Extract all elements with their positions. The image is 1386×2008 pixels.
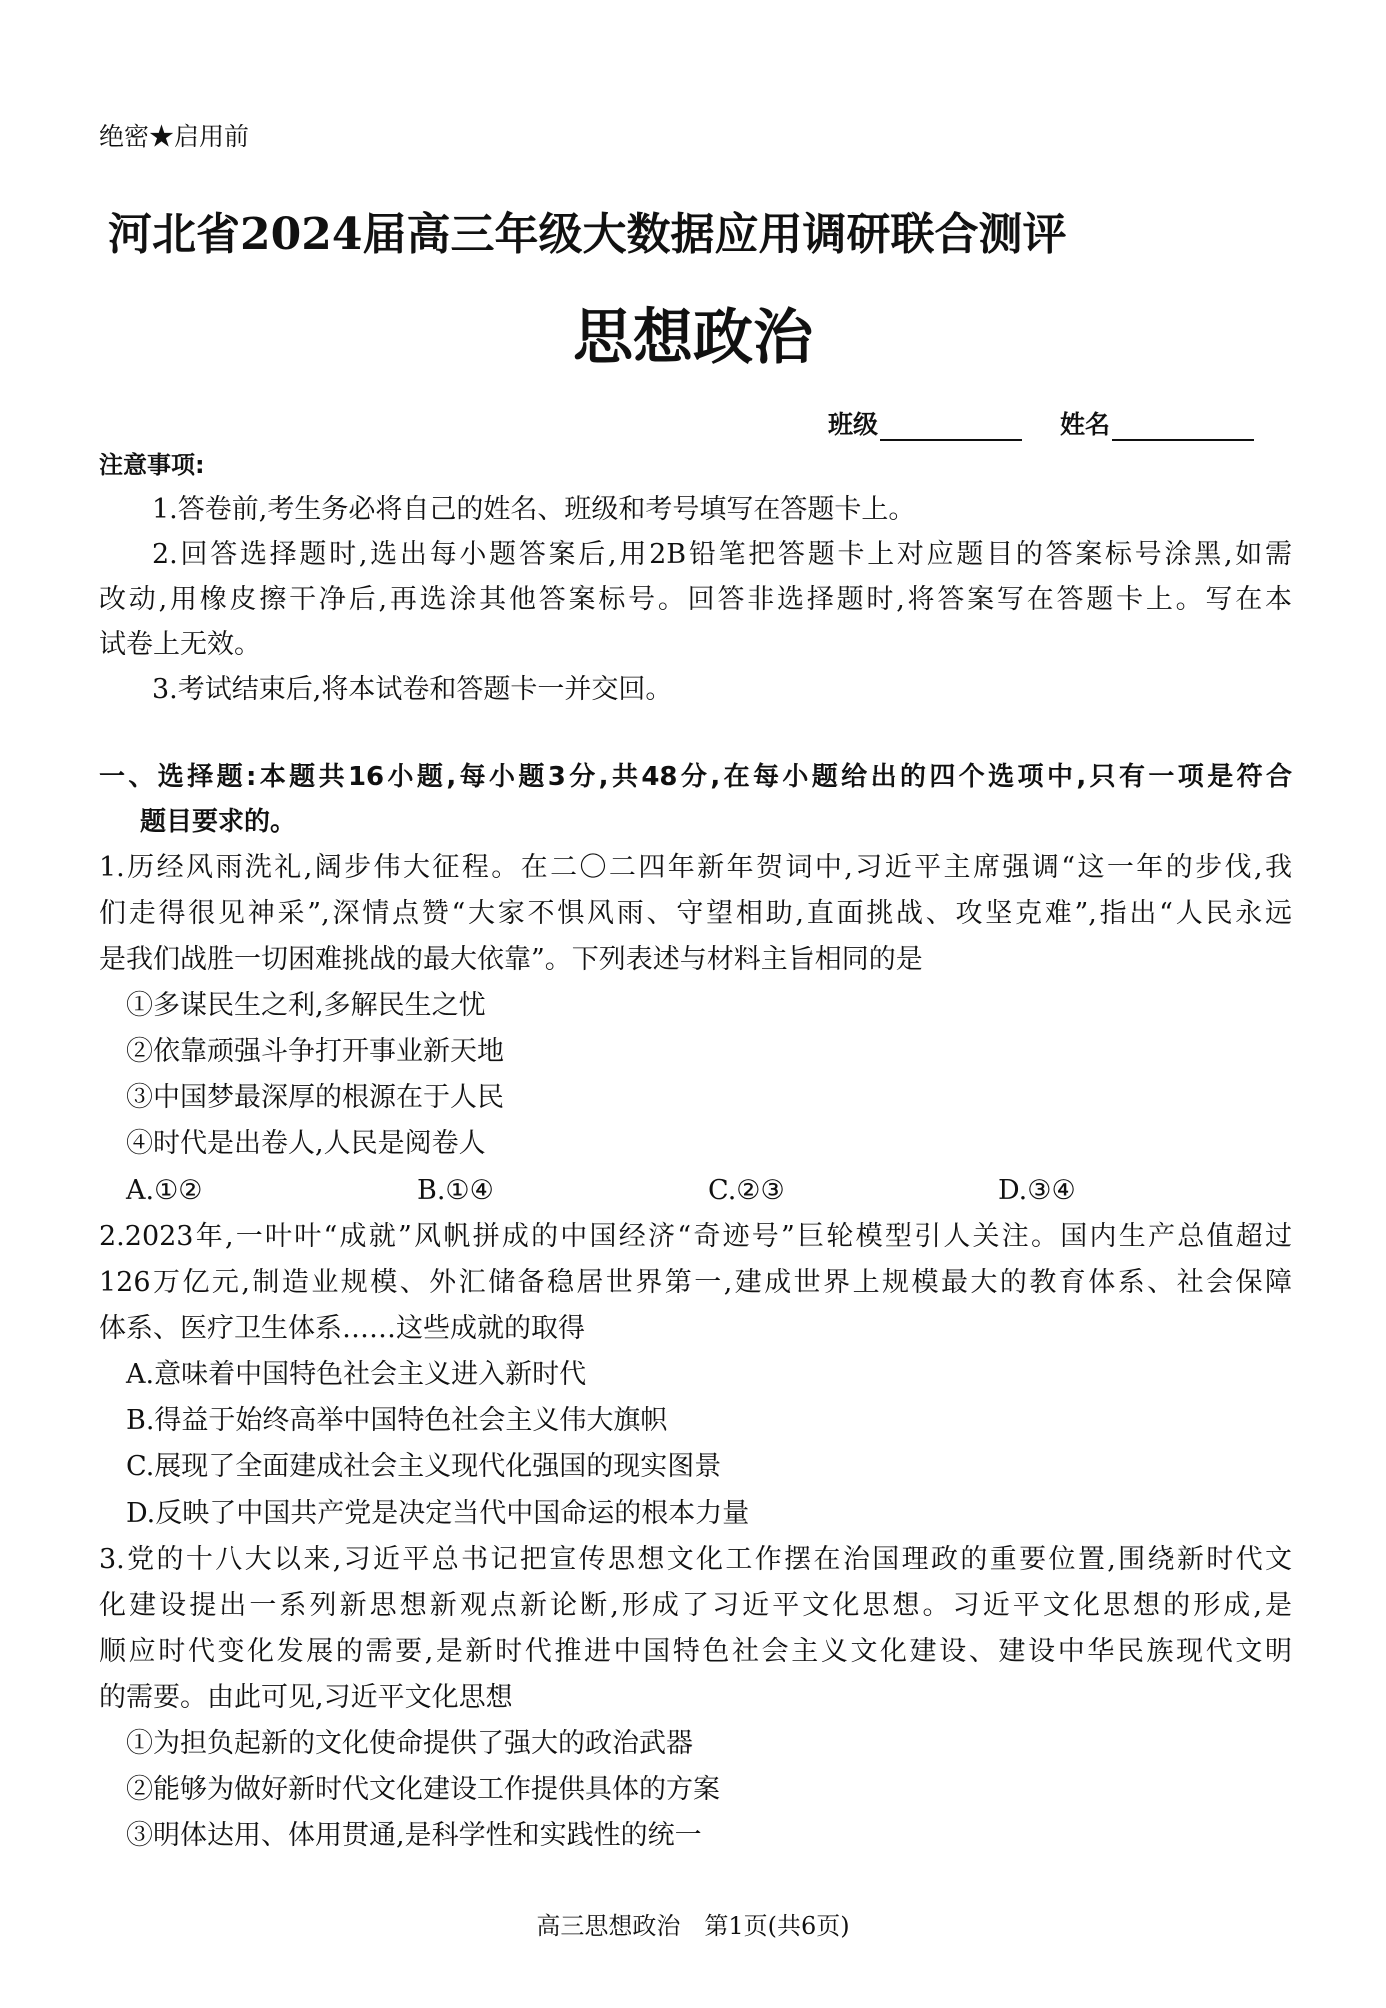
class-label: 班级 xyxy=(828,410,879,439)
class-field[interactable] xyxy=(828,405,1022,441)
note-item: 2.回答选择题时,选出每小题答案后,用2B铅笔把答题卡上对应题目的答案标号涂黑,如需 xyxy=(152,539,1292,570)
confidential-label: 绝密★启用前 xyxy=(99,122,250,151)
exam-title: 河北省2024届高三年级大数据应用调研联合测评 xyxy=(108,209,1067,260)
section-heading-cont: 题目要求的。 xyxy=(140,807,297,837)
q3-stem: 3.党的十八大以来,习近平总书记把宣传思想文化工作摆在治国理政的重要位置,围绕新时代文 xyxy=(99,1544,1292,1575)
subject-title: 思想政治 xyxy=(573,303,813,373)
note-item: 3.考试结束后,将本试卷和答题卡一并交回。 xyxy=(152,674,673,705)
q3-stem: 顺应时代变化发展的需要,是新时代推进中国特色社会主义文化建设、建设中华民族现代文明 xyxy=(99,1636,1292,1667)
q1-stem: 1.历经风雨洗礼,阔步伟大征程。在二〇二四年新年贺词中,习近平主席强调“这一年的步伐,我 xyxy=(99,852,1292,883)
note-item: 1.答卷前,考生务必将自己的姓名、班级和考号填写在答题卡上。 xyxy=(152,494,916,525)
q1-statement: ④时代是出卷人,人民是阅卷人 xyxy=(126,1128,486,1159)
q1-choice-a: A.①② xyxy=(126,1175,203,1206)
section-heading: 一、选择题:本题共16小题,每小题3分,共48分,在每小题给出的四个选项中,只有一项是符合 xyxy=(99,762,1292,792)
q3-stem: 化建设提出一系列新思想新观点新论断,形成了习近平文化思想。习近平文化思想的形成,是 xyxy=(99,1590,1292,1621)
q2-stem: 126万亿元,制造业规模、外汇储备稳居世界第一,建成世界上规模最大的教育体系、社会保障 xyxy=(99,1267,1292,1298)
q2-choice-b: B.得益于始终高举中国特色社会主义伟大旗帜 xyxy=(126,1405,668,1436)
q1-statement: ③中国梦最深厚的根源在于人民 xyxy=(126,1082,504,1113)
name-blank[interactable] xyxy=(1112,413,1254,441)
q3-stem: 的需要。由此可见,习近平文化思想 xyxy=(99,1682,513,1713)
name-field[interactable] xyxy=(1060,405,1254,441)
q1-statement: ①多谋民生之利,多解民生之忧 xyxy=(126,990,486,1021)
page-footer: 高三思想政治 第1页(共6页) xyxy=(536,1912,850,1940)
q1-choice-d: D.③④ xyxy=(998,1175,1076,1206)
q3-statement: ②能够为做好新时代文化建设工作提供具体的方案 xyxy=(126,1774,720,1805)
notes-heading: 注意事项: xyxy=(99,451,205,479)
name-label: 姓名 xyxy=(1060,410,1111,439)
q2-stem: 体系、医疗卫生体系……这些成就的取得 xyxy=(99,1313,585,1344)
q3-statement: ③明体达用、体用贯通,是科学性和实践性的统一 xyxy=(126,1820,702,1851)
q3-statement: ①为担负起新的文化使命提供了强大的政治武器 xyxy=(126,1728,693,1759)
note-item: 改动,用橡皮擦干净后,再选涂其他答案标号。回答非选择题时,将答案写在答题卡上。写在本 xyxy=(99,584,1292,615)
q1-stem: 是我们战胜一切困难挑战的最大依靠”。下列表述与材料主旨相同的是 xyxy=(99,944,923,975)
q1-stem: 们走得很见神采”,深情点赞“大家不惧风雨、守望相助,直面挑战、攻坚克难”,指出“人民永远 xyxy=(99,898,1292,929)
q1-choice-b: B.①④ xyxy=(417,1175,494,1206)
q2-choice-a: A.意味着中国特色社会主义进入新时代 xyxy=(126,1359,587,1390)
q2-stem: 2.2023年,一叶叶“成就”风帆拼成的中国经济“奇迹号”巨轮模型引人关注。国内生产总值超过 xyxy=(99,1221,1292,1252)
q1-statement: ②依靠顽强斗争打开事业新天地 xyxy=(126,1036,504,1067)
note-item: 试卷上无效。 xyxy=(99,629,261,660)
q2-choice-c: C.展现了全面建成社会主义现代化强国的现实图景 xyxy=(126,1451,722,1482)
q1-choice-c: C.②③ xyxy=(708,1175,785,1206)
class-blank[interactable] xyxy=(880,413,1022,441)
q2-choice-d: D.反映了中国共产党是决定当代中国命运的根本力量 xyxy=(126,1498,750,1529)
